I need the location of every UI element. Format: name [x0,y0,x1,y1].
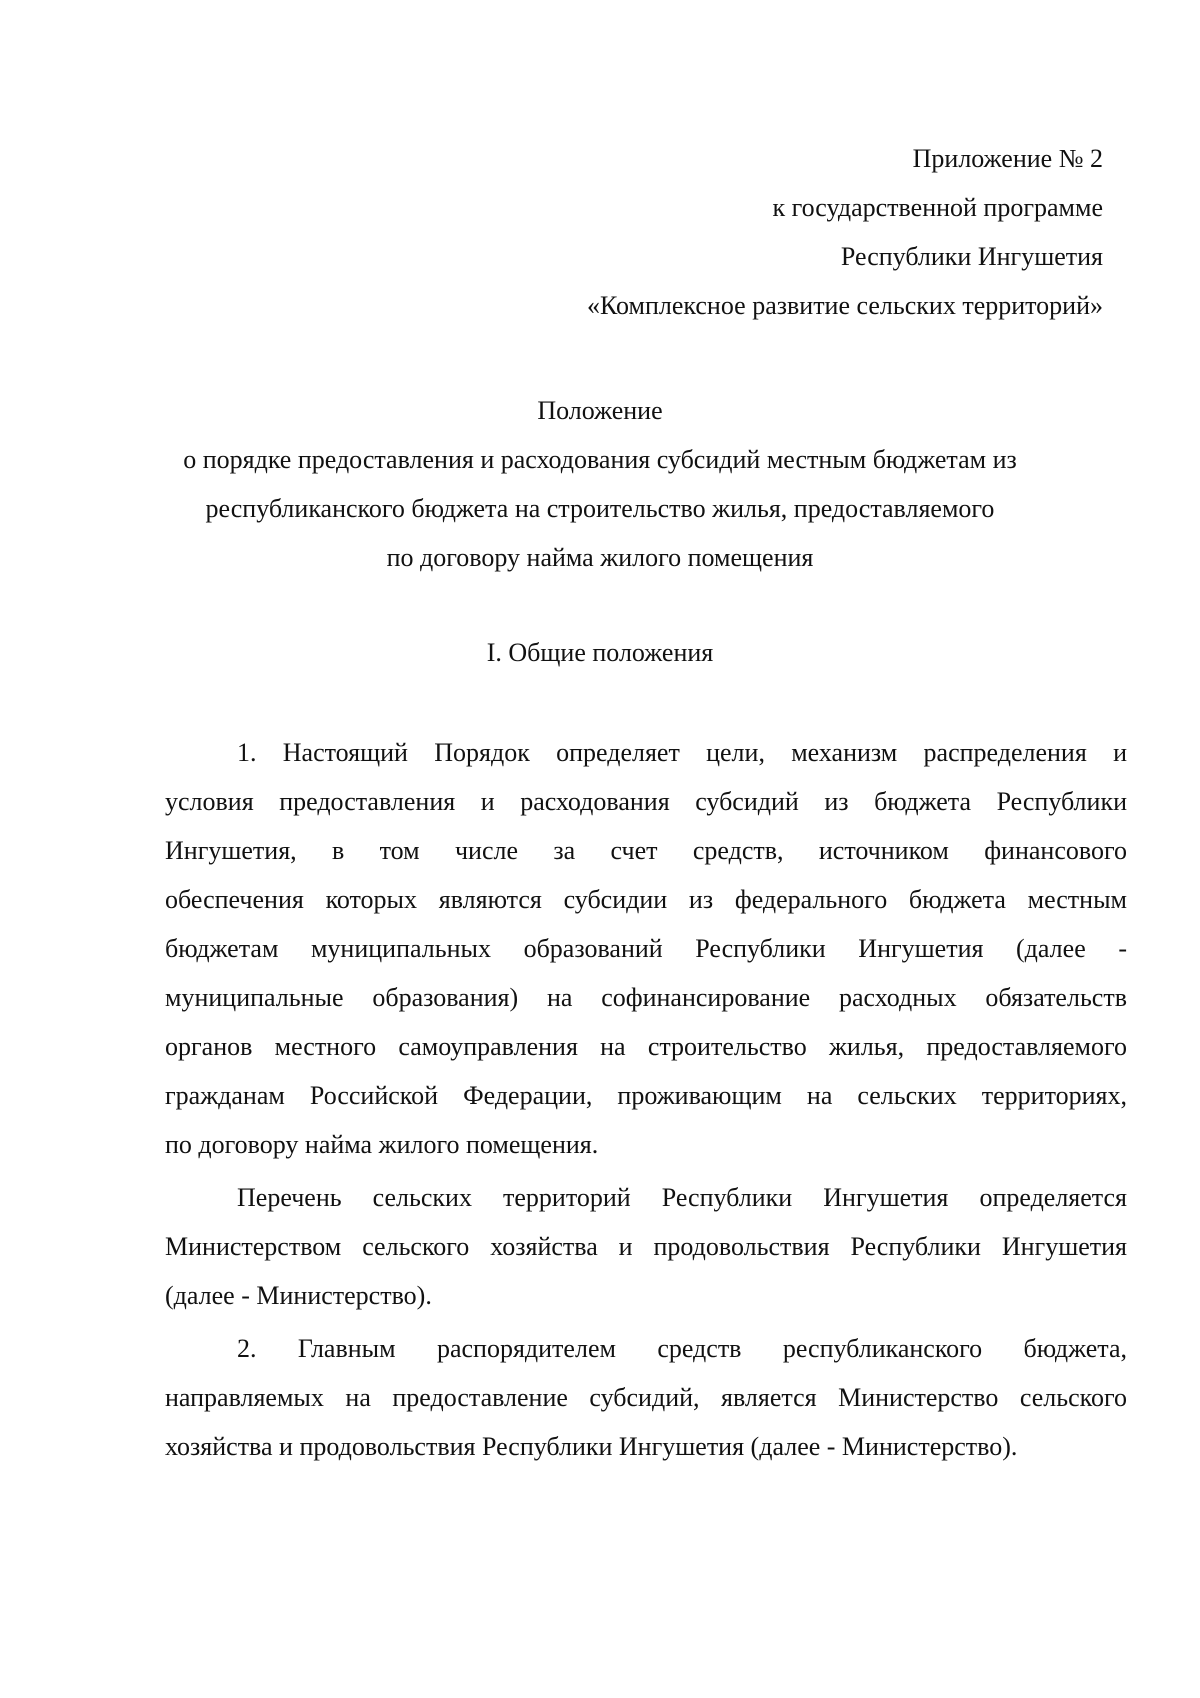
text-line: Перечень сельских территорий Республики Ингушетия определяется [237,1183,1127,1212]
text-line: условия предоставления и расходования субсидий из бюджета Республики [165,787,1127,816]
paragraph-3 [165,1324,1127,1471]
appendix-line-program-name: «Комплексное развитие сельских территорий» [586,291,1103,320]
paragraph-1 [165,728,1127,1169]
text-line: (далее - Министерство). [165,1281,432,1310]
title-line: по договору найма жилого помещения [386,543,814,572]
section-heading: I. Общие положения [486,638,714,667]
appendix-line-program: к государственной программе [772,193,1103,222]
text-line: гражданам Российской Федерации, проживающим на сельских территориях, [165,1081,1127,1110]
text-line: муниципальные образования) на софинансирование расходных обязательств [165,983,1127,1012]
document-body [165,728,1127,1471]
paragraph-2 [165,1173,1127,1320]
text-line: органов местного самоуправления на строительство жилья, предоставляемого [165,1032,1127,1061]
text-line: 2. Главным распорядителем средств республиканского бюджета, [237,1334,1127,1363]
document-title [0,386,1200,582]
text-line: Ингушетия, в том числе за счет средств, источником финансового [165,836,1127,865]
appendix-line-republic: Республики Ингушетия [840,242,1103,271]
appendix-line-number: Приложение № 2 [912,144,1103,173]
text-line: бюджетам муниципальных образований Республики Ингушетия (далее - [165,934,1127,963]
text-line: обеспечения которых являются субсидии из федерального бюджета местным [165,885,1127,914]
text-line: по договору найма жилого помещения. [165,1130,599,1159]
text-line: 1. Настоящий Порядок определяет цели, механизм распределения и [237,738,1127,767]
text-line: Министерством сельского хозяйства и продовольствия Республики Ингушетия [165,1232,1127,1261]
title-heading: Положение [537,396,663,425]
text-line: направляемых на предоставление субсидий, является Министерство сельского [165,1383,1127,1412]
title-line: республиканского бюджета на строительство жилья, предоставляемого [205,494,995,523]
appendix-header [587,134,1103,330]
title-line: о порядке предоставления и расходования субсидий местным бюджетам из [183,445,1017,474]
text-line: хозяйства и продовольствия Республики Ингушетия (далее - Министерство). [165,1432,1018,1461]
